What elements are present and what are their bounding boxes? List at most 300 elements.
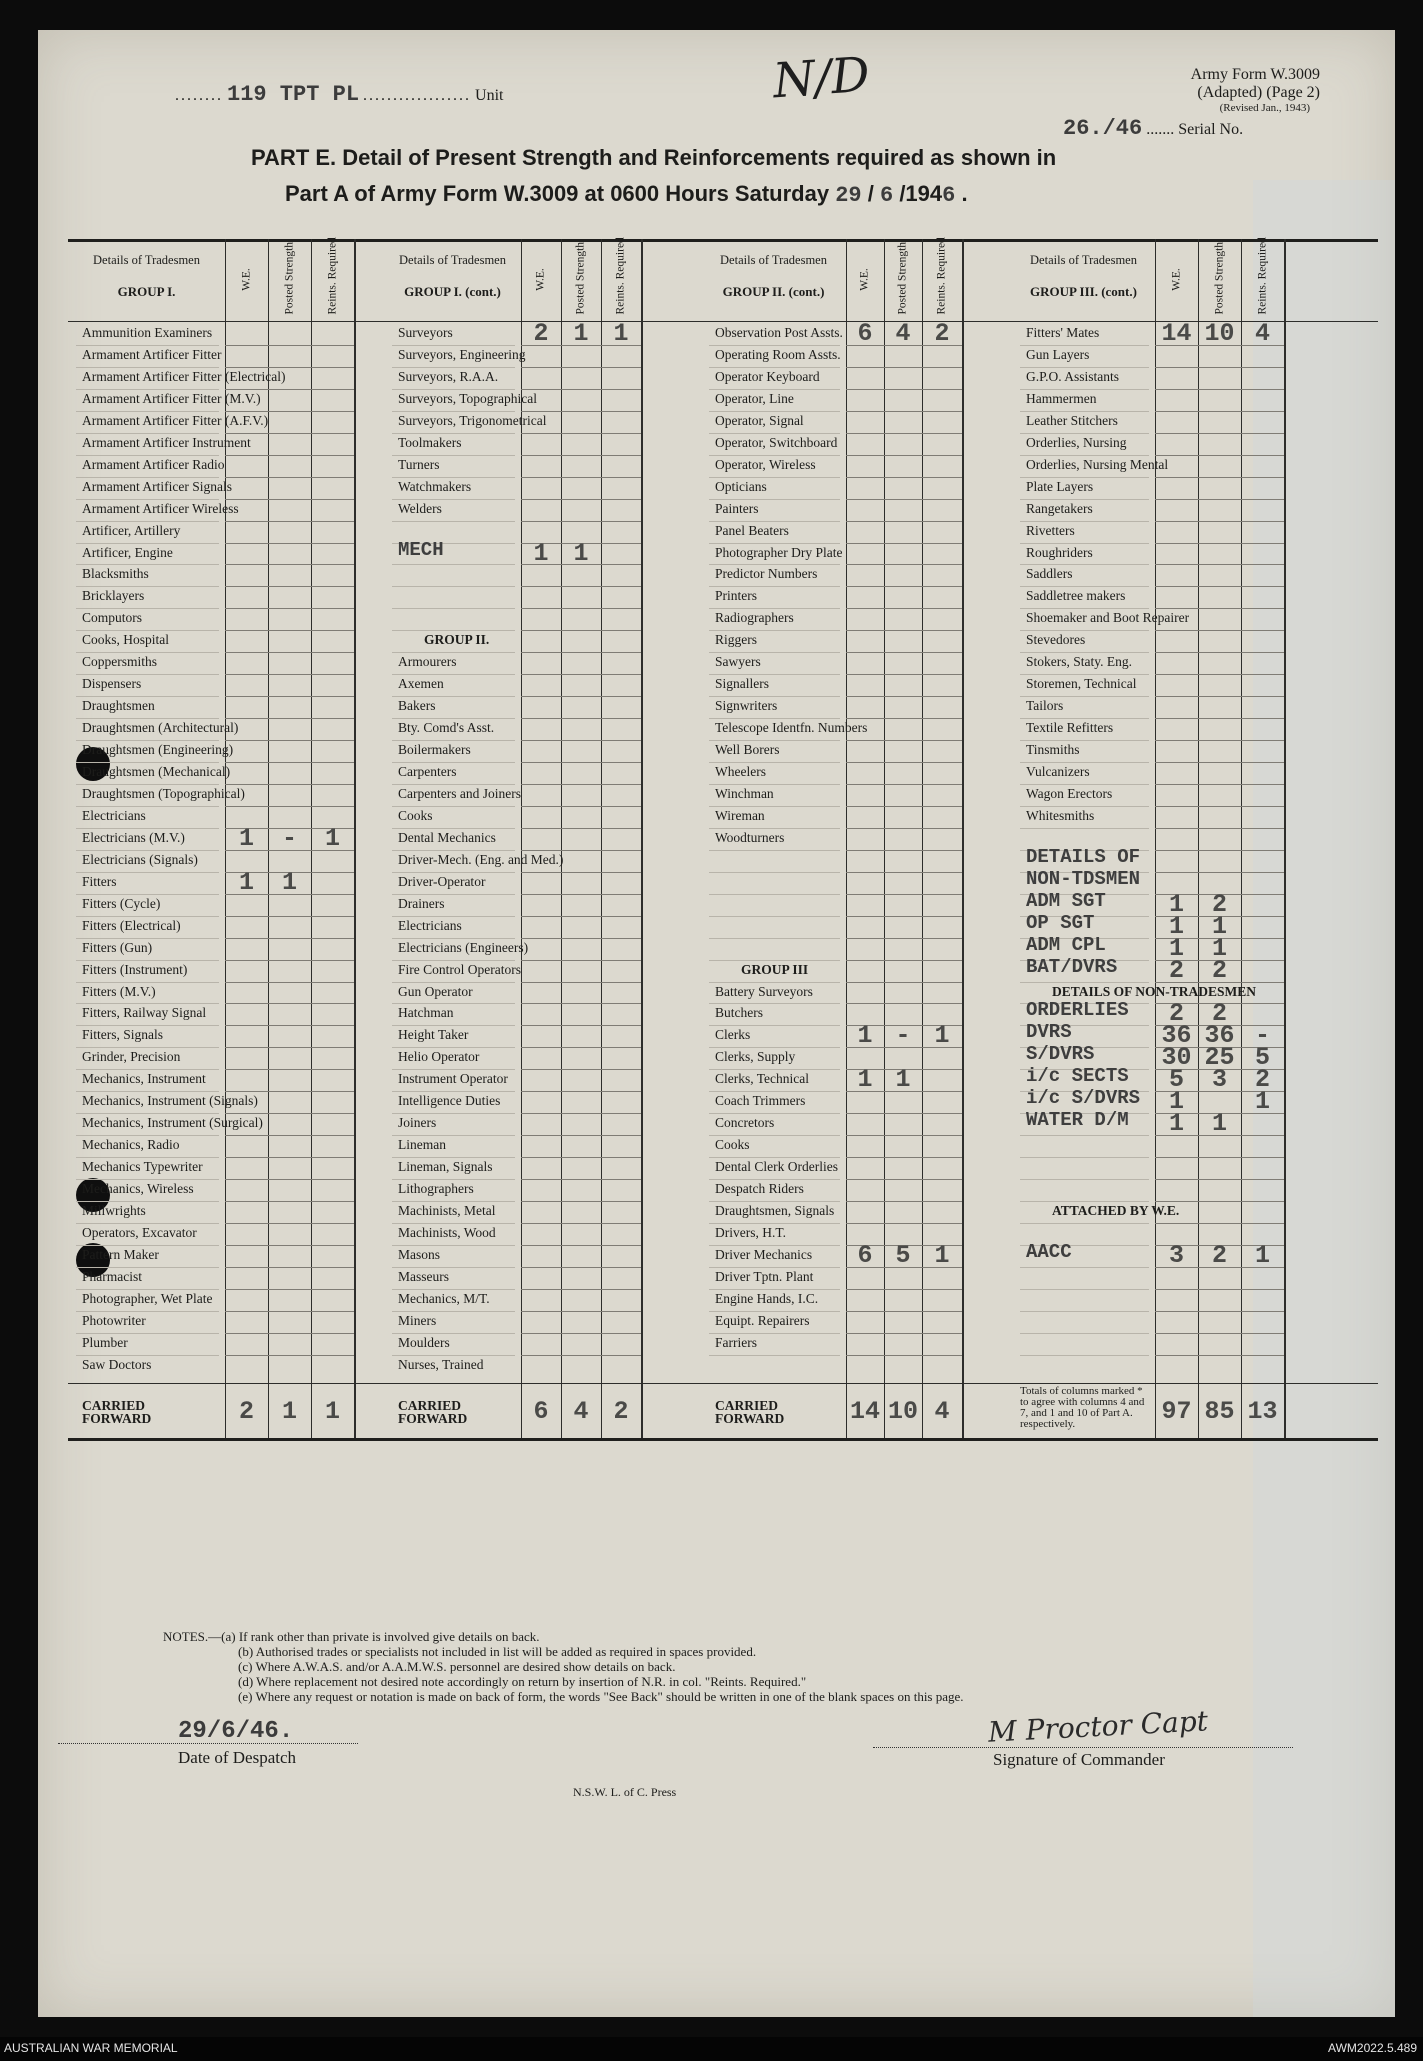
col1-row-label: Armament Artificer Fitter (Electrical) bbox=[82, 368, 286, 384]
col2-row-line bbox=[521, 1267, 641, 1268]
col1-details-header: Details of Tradesmen bbox=[93, 253, 200, 267]
col4-ps-value: 1 bbox=[1211, 1109, 1227, 1139]
col2-label-underline bbox=[392, 718, 515, 719]
col1-row-label: Fitters, Signals bbox=[82, 1027, 164, 1043]
col1-label-underline bbox=[76, 389, 219, 390]
col4-label-underline bbox=[1020, 433, 1149, 434]
col4-row-label: ORDERLIES bbox=[1026, 999, 1129, 1022]
col1-row-line bbox=[225, 1069, 354, 1070]
col3-row-line bbox=[846, 367, 962, 368]
col4-label-underline bbox=[1020, 1355, 1149, 1356]
col3-label-underline bbox=[709, 1223, 840, 1224]
col4-label-underline bbox=[1020, 1135, 1149, 1136]
col3-row-label: Operator, Wireless bbox=[715, 456, 816, 472]
col3-reinf-header: Reints. Required bbox=[935, 237, 948, 315]
col4-row-line bbox=[1155, 367, 1284, 368]
col4-row-label: DVRS bbox=[1026, 1021, 1072, 1044]
col2-row-label: Machinists, Metal bbox=[398, 1203, 496, 1218]
col1-row-label: Armament Artificer Radio bbox=[82, 456, 225, 472]
col3-row-label: Coach Trimmers bbox=[715, 1093, 806, 1109]
col4-we-header: W.E. bbox=[1170, 268, 1182, 291]
serial-label: Serial No. bbox=[1178, 121, 1244, 138]
col1-row-line bbox=[225, 938, 354, 939]
col2-label-underline bbox=[392, 784, 515, 785]
col1-label-underline bbox=[76, 477, 219, 478]
col4-label-underline bbox=[1020, 455, 1149, 456]
col2-label-underline bbox=[392, 1245, 515, 1246]
col4-row-label: i/c S/DVRS bbox=[1026, 1087, 1141, 1110]
col2-row-label: Fire Control Operators bbox=[398, 961, 521, 977]
col1-row-line bbox=[225, 1135, 354, 1136]
col3-row-line bbox=[846, 960, 962, 961]
col2-row-line bbox=[521, 938, 641, 939]
col3-row-line bbox=[846, 762, 962, 763]
col2-row-line bbox=[521, 894, 641, 895]
col4-posted-header: Posted Strength bbox=[1213, 241, 1225, 315]
col3-row-label: Clerks, Supply bbox=[715, 1049, 796, 1065]
col1-label-underline bbox=[76, 1267, 219, 1268]
col3-row-line bbox=[846, 696, 962, 697]
col2-row-line bbox=[521, 433, 641, 434]
col1-label-underline bbox=[76, 1179, 219, 1180]
col4-row-line bbox=[1155, 608, 1284, 609]
col1-row-line bbox=[225, 806, 354, 807]
col4-row-line bbox=[1155, 1311, 1284, 1312]
col1-row-label: Draughtsmen (Engineering) bbox=[82, 742, 234, 758]
col4-ps-value: 2 bbox=[1211, 1240, 1227, 1270]
col3-row-label: Signwriters bbox=[715, 698, 778, 714]
col3-label-underline bbox=[709, 543, 840, 544]
col4-row-line bbox=[1155, 411, 1284, 412]
col4-ps-value: 10 bbox=[1204, 319, 1235, 348]
col2-row-line bbox=[521, 850, 641, 851]
col1-label-underline bbox=[76, 1311, 219, 1312]
col1-we-value: 1 bbox=[238, 823, 254, 853]
col2-carried-rr: 2 bbox=[613, 1397, 629, 1426]
col1-row-line bbox=[225, 608, 354, 609]
col4-row-line bbox=[1155, 1179, 1284, 1180]
col2-label-underline bbox=[392, 411, 515, 412]
col1-label-underline bbox=[76, 1355, 219, 1356]
col3-label-underline bbox=[709, 367, 840, 368]
col3-row-line bbox=[846, 1289, 962, 1290]
col3-label-underline bbox=[709, 938, 840, 939]
col1-label-underline bbox=[76, 916, 219, 917]
col3-row-line bbox=[846, 455, 962, 456]
col2-row-label: Miners bbox=[398, 1312, 437, 1328]
col4-carried-rr: 13 bbox=[1247, 1397, 1278, 1426]
col4-row-label: S/DVRS bbox=[1026, 1043, 1095, 1066]
col3-row-label: Drivers, H.T. bbox=[715, 1224, 786, 1240]
col3-group-header: GROUP II. (cont.) bbox=[722, 284, 825, 299]
col1-row-label: Mechanics, Instrument (Signals) bbox=[82, 1093, 258, 1109]
col4-group-header: GROUP III. (cont.) bbox=[1030, 284, 1137, 299]
col3-label-underline bbox=[709, 499, 840, 500]
col4-label-underline bbox=[1020, 1333, 1149, 1334]
col3-row-label: Telescope Identfn. Numbers bbox=[715, 720, 868, 736]
date-sep: / bbox=[867, 181, 874, 206]
col1-label-underline bbox=[76, 652, 219, 653]
col2-row-label: Bakers bbox=[398, 698, 436, 714]
col4-rr-value: 1 bbox=[1254, 1240, 1270, 1270]
col3-we-value: 6 bbox=[857, 1240, 873, 1270]
col4-row-label: BAT/DVRS bbox=[1026, 955, 1118, 978]
col2-row-label: Carpenters and Joiners bbox=[398, 785, 521, 801]
col4-row-label: Saddlers bbox=[1026, 566, 1073, 582]
col2-row-label: Surveyors, R.A.A. bbox=[398, 368, 499, 384]
col3-row-line bbox=[846, 806, 962, 807]
col1-row-label: Draughtsmen (Topographical) bbox=[82, 785, 245, 801]
col4-we-value: 36 bbox=[1161, 1021, 1192, 1051]
col3-row-label: Winchman bbox=[715, 785, 774, 801]
col4-rr-value: 1 bbox=[1254, 1087, 1270, 1117]
col4-we-value: 1 bbox=[1168, 911, 1184, 941]
note-b: (b) Authorised trades or specialists not included in list will be added as required in spaces provided. bbox=[238, 1644, 757, 1659]
col3-row-label: Operator Keyboard bbox=[715, 368, 820, 384]
col1-row-label: Armament Artificer Fitter (A.F.V.) bbox=[82, 412, 269, 428]
col2-row-label: Surveyors, Trigonometrical bbox=[398, 412, 547, 428]
col3-row-line bbox=[846, 499, 962, 500]
col3-row-line bbox=[846, 982, 962, 983]
col4-row-label: G.P.O. Assistants bbox=[1026, 368, 1120, 384]
col4-label-underline bbox=[1020, 630, 1149, 631]
col1-label-underline bbox=[76, 1201, 219, 1202]
col1-label-underline bbox=[76, 1025, 219, 1026]
col2-row-line bbox=[521, 630, 641, 631]
form-adapted: (Adapted) (Page 2) bbox=[1197, 84, 1320, 101]
col2-row-label: Dental Mechanics bbox=[398, 829, 496, 845]
col1-row-label: Mechanics, Instrument bbox=[82, 1071, 206, 1087]
col2-row-label: MECH bbox=[398, 538, 444, 561]
col1-row-label: Electricians bbox=[82, 807, 146, 823]
carried-forward-top-border bbox=[68, 1383, 1378, 1384]
col4-ps-value: 1 bbox=[1211, 911, 1227, 941]
col2-label-underline bbox=[392, 828, 515, 829]
col4-row-line bbox=[1155, 543, 1284, 544]
col3-row-line bbox=[846, 564, 962, 565]
col2-label-underline bbox=[392, 433, 515, 434]
col1-row-line bbox=[225, 1333, 354, 1334]
col2-row-label: Machinists, Wood bbox=[398, 1224, 496, 1240]
col1-label-underline bbox=[76, 1333, 219, 1334]
col2-ps-value: 1 bbox=[573, 538, 589, 568]
col1-row-line bbox=[225, 1201, 354, 1202]
col3-row-label: Radiographers bbox=[715, 610, 794, 626]
col3-label-underline bbox=[709, 1289, 840, 1290]
col3-label-underline bbox=[709, 1069, 840, 1070]
col3-label-underline bbox=[709, 784, 840, 785]
col2-label-underline bbox=[392, 1201, 515, 1202]
col1-row-label: Electricians (Signals) bbox=[82, 851, 198, 867]
col2-row-label: Watchmakers bbox=[398, 478, 472, 494]
col2-row-line bbox=[521, 1223, 641, 1224]
col2-row-line bbox=[521, 1113, 641, 1114]
col4-row-label: Rivetters bbox=[1026, 522, 1075, 538]
col2-row-label: Axemen bbox=[398, 676, 444, 692]
col2-row-label: Height Taker bbox=[398, 1027, 469, 1043]
col2-row-label: Masseurs bbox=[398, 1268, 449, 1284]
col3-row-label: Butchers bbox=[715, 1005, 763, 1021]
col1-row-label: Armament Artificer Instrument bbox=[82, 434, 251, 450]
col1-row-line bbox=[225, 1223, 354, 1224]
col1-row-line bbox=[225, 1311, 354, 1312]
col3-row-line bbox=[846, 740, 962, 741]
col2-carried-ps: 4 bbox=[573, 1397, 589, 1426]
col1-label-underline bbox=[76, 1113, 219, 1114]
col4-row-label: Orderlies, Nursing Mental bbox=[1026, 456, 1169, 472]
col1-label-underline bbox=[76, 1091, 219, 1092]
col2-row-label: Boilermakers bbox=[398, 742, 471, 758]
col2-row-line bbox=[521, 586, 641, 587]
col3-label-underline bbox=[709, 1201, 840, 1202]
col3-row-label: Observation Post Assts. bbox=[715, 325, 843, 340]
col4-row-line bbox=[1155, 630, 1284, 631]
col3-label-underline bbox=[709, 389, 840, 390]
date-day: 29 bbox=[835, 183, 862, 208]
col2-label-underline bbox=[392, 762, 515, 763]
col1-label-underline bbox=[76, 367, 219, 368]
unit-line: ........ 119 TPT PL .................. Unit bbox=[175, 82, 504, 107]
col4-rr-value: 2 bbox=[1254, 1065, 1270, 1095]
col3-label-underline bbox=[709, 1047, 840, 1048]
col3-label-underline bbox=[709, 740, 840, 741]
col4-row-line bbox=[1155, 1333, 1284, 1334]
col3-carried-rr: 4 bbox=[934, 1397, 950, 1426]
col4-ps-value: 2 bbox=[1211, 889, 1227, 919]
col3-carried-ps: 10 bbox=[887, 1397, 918, 1426]
col1-row-label: Artificer, Artillery bbox=[82, 522, 181, 538]
col4-row-label: Tinsmiths bbox=[1026, 742, 1080, 758]
col2-row-line bbox=[521, 1069, 641, 1070]
col3-row-line bbox=[846, 916, 962, 917]
col2-row-line bbox=[521, 367, 641, 368]
col3-col-divider bbox=[962, 239, 964, 1438]
col1-row-label: Pattern Maker bbox=[82, 1246, 159, 1262]
col1-label-underline bbox=[76, 1069, 219, 1070]
col2-label-underline bbox=[392, 1047, 515, 1048]
col2-label-underline bbox=[392, 389, 515, 390]
col4-row-label: ADM CPL bbox=[1026, 933, 1106, 956]
col4-row-label: Plate Layers bbox=[1026, 478, 1094, 494]
col3-row-line bbox=[846, 784, 962, 785]
col2-row-line bbox=[521, 1157, 641, 1158]
col1-row-line bbox=[225, 1179, 354, 1180]
col4-row-label: Orderlies, Nursing bbox=[1026, 434, 1127, 450]
col2-row-label: Surveyors, Engineering bbox=[398, 346, 526, 362]
col2-row-line bbox=[521, 652, 641, 653]
col2-row-label: Electricians (Engineers) bbox=[398, 939, 529, 955]
col1-row-line bbox=[225, 477, 354, 478]
col3-label-underline bbox=[709, 1245, 840, 1246]
col1-label-underline bbox=[76, 894, 219, 895]
col3-label-underline bbox=[709, 696, 840, 697]
col4-row-label: ATTACHED BY W.E. bbox=[1052, 1203, 1180, 1218]
col4-label-underline bbox=[1020, 367, 1149, 368]
col2-label-underline bbox=[392, 960, 515, 961]
col4-we-value: 3 bbox=[1168, 1240, 1184, 1270]
col2-row-line bbox=[521, 916, 641, 917]
col3-row-label: Panel Beaters bbox=[715, 522, 789, 538]
note-a: NOTES.—(a) If rank other than private is involved give details on back. bbox=[163, 1629, 540, 1644]
col2-label-underline bbox=[392, 696, 515, 697]
col1-row-line bbox=[225, 916, 354, 917]
col3-label-underline bbox=[709, 718, 840, 719]
unit-label: Unit bbox=[475, 87, 504, 104]
col3-row-label: Signallers bbox=[715, 676, 769, 692]
col1-row-label: Saw Doctors bbox=[82, 1356, 152, 1372]
col4-row-label: Vulcanizers bbox=[1026, 764, 1090, 779]
col2-reinf-header: Reints. Required bbox=[614, 237, 627, 315]
col1-reinf-header: Reints. Required bbox=[326, 237, 338, 315]
col3-carried-we: 14 bbox=[849, 1397, 880, 1426]
col4-row-line bbox=[1155, 740, 1284, 741]
col3-label-underline bbox=[709, 806, 840, 807]
col1-row-label: Armament Artificer Wireless bbox=[82, 500, 239, 516]
col4-row-label: NON-TDSMEN bbox=[1026, 867, 1141, 890]
note-c: (c) Where A.W.A.S. and/or A.A.M.W.S. personnel are desired show details on back. bbox=[238, 1659, 676, 1674]
col1-label-underline bbox=[76, 762, 219, 763]
col4-rr-value: - bbox=[1254, 1021, 1270, 1051]
col4-row-label: Shoemaker and Boot Repairer bbox=[1026, 610, 1190, 626]
col4-row-line bbox=[1155, 872, 1284, 873]
col3-row-label: Sawyers bbox=[715, 654, 761, 670]
col4-row-line bbox=[1155, 586, 1284, 587]
col1-label-underline bbox=[76, 806, 219, 807]
col2-row-line bbox=[521, 696, 641, 697]
col1-label-underline bbox=[76, 718, 219, 719]
col2-row-label: Surveyors bbox=[398, 325, 453, 340]
col2-label-underline bbox=[392, 1333, 515, 1334]
col4-details-header: Details of Tradesmen bbox=[1030, 253, 1137, 267]
col3-label-underline bbox=[709, 433, 840, 434]
col2-row-label: Gun Operator bbox=[398, 983, 473, 999]
col3-label-underline bbox=[709, 564, 840, 565]
col2-label-underline bbox=[392, 1179, 515, 1180]
despatch-date: 29/6/46. bbox=[178, 1718, 294, 1745]
title-line-1: PART E. Detail of Present Strength and Reinforcements required as shown in bbox=[251, 145, 1057, 170]
col3-ps-value: 1 bbox=[895, 1065, 911, 1095]
col2-row-label: Drainers bbox=[398, 895, 445, 911]
col2-row-label: Cooks bbox=[398, 807, 433, 823]
col2-label-underline bbox=[392, 1267, 515, 1268]
col2-row-label: Driver-Operator bbox=[398, 873, 486, 889]
col3-label-underline bbox=[709, 455, 840, 456]
col1-label-underline bbox=[76, 1157, 219, 1158]
col3-label-underline bbox=[709, 960, 840, 961]
col2-label-underline bbox=[392, 521, 515, 522]
col1-label-underline bbox=[76, 608, 219, 609]
col2-row-line bbox=[521, 960, 641, 961]
col3-row-label: Riggers bbox=[715, 632, 757, 648]
col1-row-label: Millwrights bbox=[82, 1203, 146, 1218]
col1-label-underline bbox=[76, 982, 219, 983]
col3-label-underline bbox=[709, 674, 840, 675]
col4-we-value: 1 bbox=[1168, 933, 1184, 963]
col1-label-underline bbox=[76, 630, 219, 631]
archive-id: AWM2022.5.489 bbox=[1328, 2041, 1417, 2055]
col1-label-underline bbox=[76, 960, 219, 961]
col3-row-label: Clerks, Technical bbox=[715, 1071, 810, 1087]
col2-row-label: Mechanics, M/T. bbox=[398, 1290, 490, 1306]
col4-row-label: i/c SECTS bbox=[1026, 1065, 1129, 1088]
col3-carried-forward-label: CARRIED FORWARD bbox=[715, 1398, 785, 1426]
col2-label-underline bbox=[392, 499, 515, 500]
col2-we-header: W.E. bbox=[534, 268, 547, 291]
col4-row-label: ADM SGT bbox=[1026, 889, 1106, 912]
col3-row-line bbox=[846, 850, 962, 851]
col2-row-label: Nurses, Trained bbox=[398, 1356, 484, 1372]
col4-label-underline bbox=[1020, 740, 1149, 741]
col1-carried-rr: 1 bbox=[324, 1397, 340, 1426]
col2-label-underline bbox=[392, 872, 515, 873]
col3-row-line bbox=[846, 1113, 962, 1114]
col2-label-underline bbox=[392, 345, 515, 346]
col3-label-underline bbox=[709, 1157, 840, 1158]
col1-label-underline bbox=[76, 411, 219, 412]
col3-label-underline bbox=[709, 630, 840, 631]
col4-label-underline bbox=[1020, 652, 1149, 653]
col3-label-underline bbox=[709, 521, 840, 522]
col4-row-label: Hammermen bbox=[1026, 390, 1097, 406]
col1-label-underline bbox=[76, 872, 219, 873]
col3-row-label: Dental Clerk Orderlies bbox=[715, 1159, 838, 1175]
col3-label-underline bbox=[709, 411, 840, 412]
col2-carried-forward-label: CARRIED FORWARD bbox=[398, 1398, 468, 1426]
col1-label-underline bbox=[76, 345, 219, 346]
col1-row-line bbox=[225, 1113, 354, 1114]
col1-row-line bbox=[225, 696, 354, 697]
col2-label-underline bbox=[392, 586, 515, 587]
col3-row-label: Operating Room Assts. bbox=[715, 346, 841, 362]
col1-row-line bbox=[225, 1245, 354, 1246]
col1-row-label: Fitters (Electrical) bbox=[82, 917, 181, 933]
col2-col-divider bbox=[641, 239, 643, 1438]
form-revised: (Revised Jan., 1943) bbox=[1219, 102, 1310, 114]
col1-row-label: Draughtsmen (Architectural) bbox=[82, 720, 239, 736]
col1-ps-value: - bbox=[281, 823, 297, 853]
col1-carried-we: 2 bbox=[238, 1397, 254, 1426]
col3-label-underline bbox=[709, 982, 840, 983]
col1-row-label: Fitters (Gun) bbox=[82, 939, 153, 955]
col2-row-label: Lineman bbox=[398, 1137, 446, 1153]
col4-row-line bbox=[1155, 499, 1284, 500]
col4-we-value: 14 bbox=[1161, 319, 1192, 348]
col4-label-underline bbox=[1020, 696, 1149, 697]
col2-row-label: Instrument Operator bbox=[398, 1071, 508, 1087]
col3-row-line bbox=[846, 1201, 962, 1202]
handwritten-mark: N/D bbox=[771, 46, 872, 110]
col2-row-label: Moulders bbox=[398, 1334, 450, 1350]
col2-label-underline bbox=[392, 894, 515, 895]
col1-row-label: Plumber bbox=[82, 1334, 128, 1350]
col3-ps-value: 5 bbox=[895, 1240, 911, 1270]
col2-row-line bbox=[521, 1025, 641, 1026]
col2-row-line bbox=[521, 1245, 641, 1246]
col2-row-line bbox=[521, 455, 641, 456]
col2-label-underline bbox=[392, 367, 515, 368]
col1-label-underline bbox=[76, 938, 219, 939]
col4-carried-ps: 85 bbox=[1204, 1397, 1235, 1426]
col4-we-value: 1 bbox=[1168, 889, 1184, 919]
col2-row-line bbox=[521, 1201, 641, 1202]
col2-we-value: 1 bbox=[533, 538, 549, 568]
col3-row-line bbox=[846, 1355, 962, 1356]
col4-label-underline bbox=[1020, 674, 1149, 675]
col4-label-underline bbox=[1020, 345, 1149, 346]
col3-ps-value: 4 bbox=[895, 319, 911, 348]
col4-row-label: DETAILS OF NON-TRADESMEN bbox=[1052, 983, 1257, 999]
col4-label-underline bbox=[1020, 564, 1149, 565]
